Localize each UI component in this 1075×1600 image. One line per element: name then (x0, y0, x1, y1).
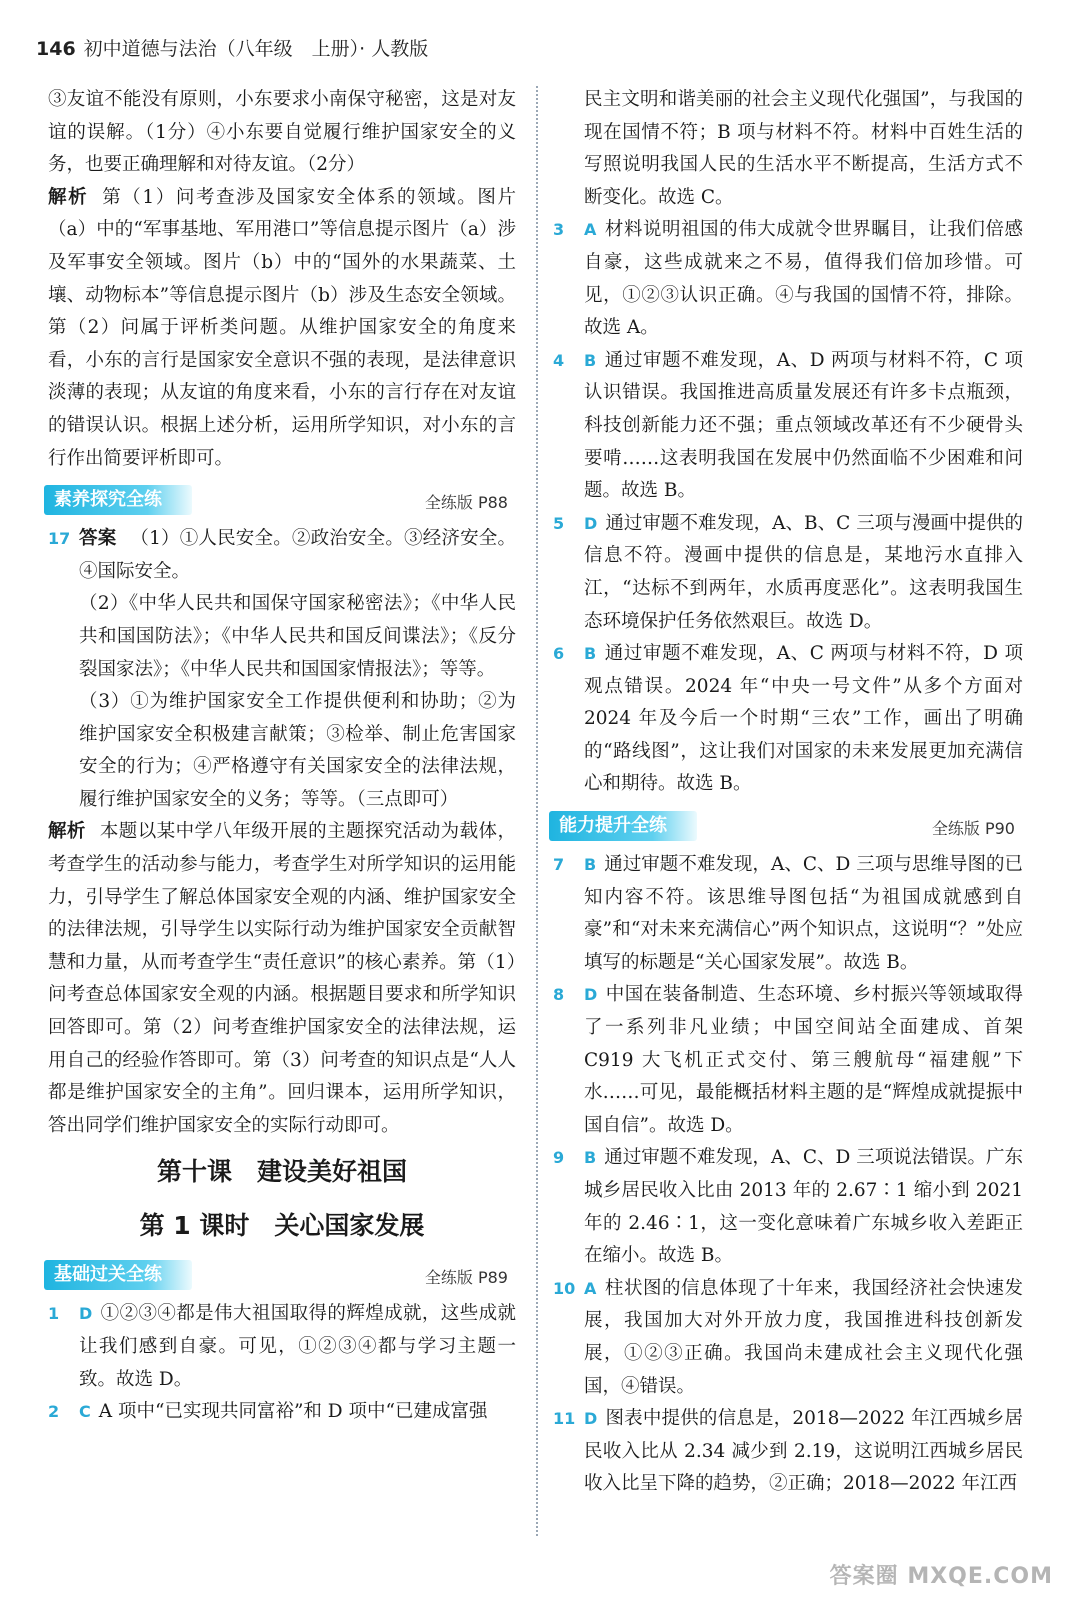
question-number: 11 (553, 1409, 576, 1429)
question-5 (553, 508, 1023, 638)
analysis-block (48, 182, 516, 475)
question-text: 中国在装备制造、生态环境、乡村振兴等领域取得了一系列非凡业绩；中国空间站全面建成、首架 C919 大飞机正式交付、第三艘航母“福建舰”下水……可见，最能概括材料主题的是“辉煌成就提振中国自信”。故选 D。 (584, 984, 1023, 1136)
question-text: 柱状图的信息体现了十年来，我国经济社会快速发展，我国加大对外开放力度，我国推进科技创新发展，①②③正确。我国尚未建成社会主义现代化强国，④错误。 (584, 1277, 1023, 1397)
answer-part-3: （3）①为维护国家安全工作提供便利和协助；②为维护国家安全积极建言献策；③检举、制止危害国家安全的行为；④严格遵守有关国家安全的法律法规，履行维护国家安全的义务；等等。（三点即可） (79, 691, 516, 810)
answer-part-2: （2）《中华人民共和国保守国家秘密法》；《中华人民共和国国防法》；《中华人民共和国反间谍法》；《反分裂国家法》；《中华人民共和国国家情报法》；等等。 (79, 593, 516, 680)
question-text: 材料说明祖国的伟大成就令世界瞩目，让我们倍感自豪，这些成就来之不易，值得我们倍加珍惜。可见，①②③认识正确。④与我国的国情不符，排除。故选 A。 (584, 219, 1023, 339)
question-text: 通过审题不难发现，A、D 两项与材料不符，C 项认识错误。我国推进高质量发展还有许多卡点瓶颈，科技创新能力还不强；重点领域改革还有不少硬骨头要啃……这表明我国在发展中仍然面临不少困难和问题。故选 B。 (584, 349, 1023, 502)
answer-letter: D (79, 1304, 93, 1324)
answer-letter: B (584, 855, 597, 875)
question-11 (553, 1403, 1023, 1501)
column-divider (536, 86, 538, 1536)
section-band-label: 素养探究全练 (44, 485, 192, 515)
section-band-ref: 全练版 P89 (424, 1268, 508, 1288)
book-title: 初中道德与法治（八年级 上册）· 人教版 (83, 38, 429, 60)
analysis-label: 解析 (48, 821, 86, 843)
analysis-block-2 (48, 816, 516, 1142)
question-number: 1 (48, 1304, 60, 1324)
answer-letter: B (584, 644, 597, 664)
period-title: 第 1 课时 关心国家发展 (139, 1211, 425, 1241)
answer-letter: C (79, 1402, 91, 1422)
question-number: 3 (553, 220, 565, 240)
question-number: 4 (553, 350, 565, 370)
analysis-label: 解析 (48, 186, 89, 208)
question-7 (553, 849, 1023, 979)
question-text: 图表中提供的信息是，2018—2022 年江西城乡居民收入比从 2.34 减少到 2.19，这说明江西城乡居民收入比呈下降的趋势，②正确；2018—2022 年江西 (584, 1408, 1023, 1495)
question-number: 2 (48, 1402, 60, 1422)
question-number: 7 (553, 855, 565, 875)
question-number: 10 (553, 1278, 576, 1298)
question-9 (553, 1142, 1023, 1272)
section-band-basic (44, 1258, 516, 1292)
question-8 (553, 979, 1023, 1142)
question-number: 9 (553, 1148, 565, 1168)
question-10 (553, 1273, 1023, 1403)
section-band-label: 能力提升全练 (549, 811, 697, 841)
section-band-literacy (44, 483, 516, 517)
question-17 (48, 523, 516, 588)
answer-letter: A (584, 220, 597, 240)
answer-letter: D (584, 985, 598, 1005)
question-2 (48, 1396, 516, 1429)
right-column (553, 84, 1023, 1501)
site-watermark: 答案圈 MXQE.COM (829, 1564, 1053, 1589)
question-2-continuation: 民主文明和谐美丽的社会主义现代化强国”，与我国的现在国情不符；B 项与材料不符。材料中百姓生活的写照说明我国人民的生活水平不断提高，生活方式不断变化。故选 C。 (584, 89, 1023, 208)
lesson-title: 第十课 建设美好祖国 (156, 1157, 407, 1187)
question-3 (553, 214, 1023, 344)
question-6 (553, 638, 1023, 801)
section-band-ref: 全练版 P90 (931, 819, 1015, 839)
page-number: 146 (36, 38, 76, 60)
question-number: 5 (553, 513, 565, 533)
question-text: A 项中“已实现共同富裕”和 D 项中“已建成富强 (98, 1401, 488, 1423)
question-text: 通过审题不难发现，A、C 两项与材料不符，D 项观点错误。2024 年“中央一号文件”从多个方面对 2024 年及今后一个时期“三农”工作，画出了明确的“路线图”，这让我们对国家的未来发展更加充满信心和期待。故选 B。 (584, 643, 1023, 795)
question-4 (553, 345, 1023, 508)
section-band-ability (549, 809, 1023, 843)
left-column (48, 84, 516, 1429)
answer-letter: D (584, 513, 598, 533)
question-1 (48, 1298, 516, 1396)
answer-part-1: （1）①人民安全。②政治安全。③经济安全。④国际安全。 (79, 528, 516, 582)
question-text: ①②③④都是伟大祖国取得的辉煌成就，这些成就让我们感到自豪。可见，①②③④都与学习主题一致。故选 D。 (79, 1303, 516, 1390)
analysis-text: 本题以某中学八年级开展的主题探究活动为载体，考查学生的活动参与能力，考查学生对所学知识的运用能力，引导学生了解总体国家安全观的内涵、维护国家安全的法律法规，引导学生以实际行动为维护国家安全贡献智慧和力量，从而考查学生“责任意识”的核心素养。第（1）问考查总体国家安全观的内涵。根据题目要求和所学知识回答即可。第（2）问考查维护国家安全的法律法规，运用自己的经验作答即可。第（3）问考查的知识点是“人人都是维护国家安全的主角”。回归课本，运用所学知识，答出同学们维护国家安全的实际行动即可。 (48, 821, 516, 1136)
answer-letter: B (584, 1148, 597, 1168)
page-header (36, 34, 428, 61)
question-number: 17 (48, 529, 71, 549)
analysis-text: 第（1）问考查涉及国家安全体系的领域。图片（a）中的“军事基地、军用港口”等信息提示图片（a）涉及军事安全领域。图片（b）中的“国外的水果蔬菜、土壤、动物标本”等信息提示图片（b）涉及生态安全领域。第（2）问属于评析类问题。从维护国家安全的角度来看，小东的言行是国家安全意识不强的表现，是法律意识淡薄的表现；从友谊的角度来看，小东的言行存在对友谊的错误认识。根据上述分析，运用所学知识，对小东的言行作出简要评析即可。 (48, 186, 516, 469)
question-number: 6 (553, 644, 565, 664)
answer-letter: B (584, 350, 597, 370)
question-text: 通过审题不难发现，A、C、D 三项与思维导图的已知内容不符。该思维导图包括“为祖国成就感到自豪”和“对未来充满信心”两个知识点，这说明“？”处应填写的标题是“关心国家发展”。故选 B。 (584, 854, 1023, 973)
answer-letter: A (584, 1278, 597, 1298)
answer-label: 答案 (79, 528, 117, 550)
answer-continuation: ③友谊不能没有原则，小东要求小南保守秘密，这是对友谊的误解。（1分）④小东要自觉履行维护国家安全的义务，也要正确理解和对待友谊。（2分） (48, 89, 516, 176)
section-band-ref: 全练版 P88 (424, 493, 508, 513)
question-text: 通过审题不难发现，A、C、D 三项说法错误。广东城乡居民收入比由 2013 年的 2.67∶1 缩小到 2021 年的 2.46∶1，这一变化意味着广东城乡收入差距正在缩小。故选 B。 (584, 1147, 1023, 1267)
question-text: 通过审题不难发现，A、B、C 三项与漫画中提供的信息不符。漫画中提供的信息是，某地污水直排入江，“达标不到两年，水质再度恶化”。这表明我国生态环境保护任务依然艰巨。故选 D。 (584, 512, 1023, 632)
question-number: 8 (553, 985, 565, 1005)
answer-letter: D (584, 1409, 598, 1429)
section-band-label: 基础过关全练 (44, 1260, 192, 1290)
